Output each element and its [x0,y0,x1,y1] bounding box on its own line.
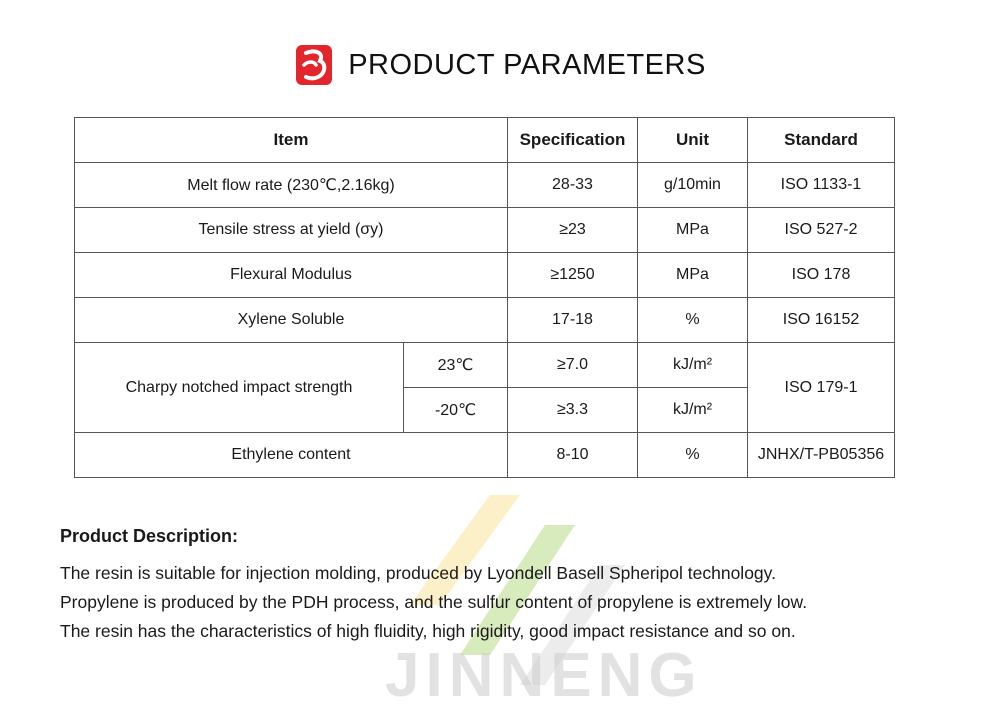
cell-unit: kJ/m² [638,343,748,388]
cell-unit: MPa [638,208,748,253]
cell-specification: 8-10 [508,433,638,478]
table-row [75,208,895,253]
description-line: The resin is suitable for injection molding, produced by Lyondell Basell Spheripol technology. [60,563,776,583]
header-specification: Specification [508,118,638,163]
description-title: Product Description: [60,526,239,546]
cell-unit: kJ/m² [638,388,748,433]
header-standard: Standard [748,118,895,163]
page-header [0,40,1000,90]
cell-item: Ethylene content [75,433,508,478]
cell-condition: 23℃ [404,343,508,388]
table-row [75,253,895,298]
cell-unit: g/10min [638,163,748,208]
cell-specification: ≥7.0 [508,343,638,388]
cell-specification: 17-18 [508,298,638,343]
cell-condition: -20℃ [404,388,508,433]
description-line: The resin has the characteristics of high fluidity, high rigidity, good impact resistance and so on. [60,621,796,641]
header-item: Item [75,118,508,163]
cell-specification: ≥23 [508,208,638,253]
table-row-charpy-23 [75,343,895,388]
page-title: PRODUCT PARAMETERS [348,48,706,81]
table-row [75,298,895,343]
cell-item: Flexural Modulus [75,253,508,298]
parameters-table [74,117,895,478]
cell-standard: JNHX/T-PB05356 [748,433,895,478]
cell-unit: % [638,298,748,343]
cell-standard: ISO 527-2 [748,208,895,253]
table-row [75,163,895,208]
description-line: Propylene is produced by the PDH process, and the sulfur content of propylene is extremely low. [60,592,808,612]
cell-standard: ISO 1133-1 [748,163,895,208]
brand-logo-icon [294,43,334,87]
cell-unit: % [638,433,748,478]
cell-specification: 28-33 [508,163,638,208]
cell-item: Tensile stress at yield (σy) [75,208,508,253]
table-row [75,433,895,478]
cell-item: Xylene Soluble [75,298,508,343]
cell-standard: ISO 178 [748,253,895,298]
cell-specification: ≥3.3 [508,388,638,433]
header-unit: Unit [638,118,748,163]
cell-unit: MPa [638,253,748,298]
watermark-text: JINNENG [385,641,703,710]
cell-item-charpy: Charpy notched impact strength [75,343,404,433]
table-header-row [75,118,895,163]
cell-specification: ≥1250 [508,253,638,298]
cell-standard: ISO 16152 [748,298,895,343]
cell-standard-charpy: ISO 179-1 [748,343,895,433]
product-description [60,526,960,646]
cell-item: Melt flow rate (230℃,2.16kg) [75,163,508,208]
